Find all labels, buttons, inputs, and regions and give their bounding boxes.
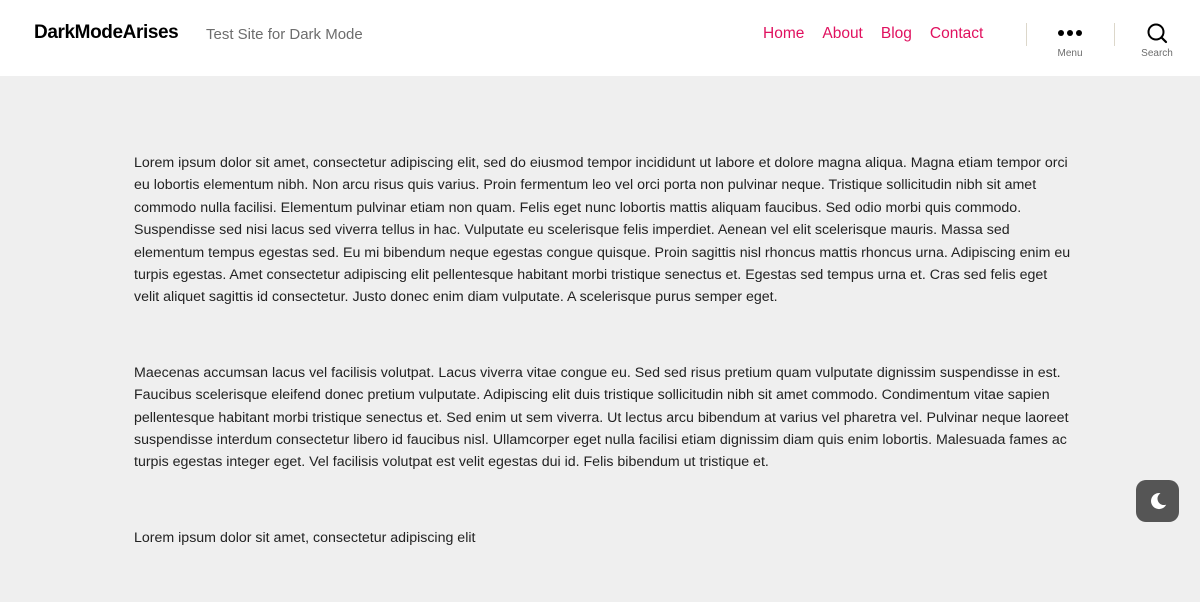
primary-nav — [763, 25, 1001, 43]
search-icon — [1146, 22, 1168, 44]
paragraph: Maecenas accumsan lacus vel facilisis volutpat. Lacus viverra vitae congue eu. Sed sed risus pretium quam vulputate dignissim suspendisse in est. Faucibus scelerisque eleifend donec pretium vulputate. Adipiscing elit duis tristique sollicitudin nibh sit amet commodo. Condimentum vitae sapien pellentesque habitant morbi tristique senectus et. Sed enim ut sem viverra. Ut lectus arcu bibendum at varius vel pharetra vel. Pulvinar neque laoreet suspendisse interdum consectetur libero id faucibus nisl. Ullamcorper eget nulla facilisi etiam dignissim diam quis enim lobortis. Malesuada fames ac turpis egestas integer eget. Vel facilisis volutpat est velit egestas dui id. Felis bibendum ut tristique et. — [134, 364, 1069, 471]
site-title-link[interactable]: DarkModeArises — [34, 22, 179, 43]
nav-item-blog[interactable]: Blog — [880, 25, 912, 42]
search-toggle-button[interactable] — [1127, 22, 1187, 59]
post-content — [134, 152, 1074, 602]
paragraph: Lorem ipsum dolor sit amet, consectetur adipiscing elit — [134, 529, 476, 546]
header-divider — [1026, 23, 1027, 46]
menu-toggle-button[interactable] — [1040, 22, 1100, 59]
ellipsis-icon — [1040, 22, 1100, 44]
site-description: Test Site for Dark Mode — [206, 26, 363, 43]
header-divider — [1114, 23, 1115, 46]
site-header — [0, 0, 1200, 76]
menu-toggle-label: Menu — [1057, 48, 1083, 59]
dark-mode-toggle-button[interactable] — [1136, 480, 1179, 522]
nav-item-home[interactable]: Home — [763, 25, 805, 42]
nav-item-about[interactable]: About — [822, 25, 863, 42]
search-toggle-label: Search — [1141, 48, 1173, 59]
moon-icon — [1147, 490, 1169, 512]
paragraph: Lorem ipsum dolor sit amet, consectetur adipiscing elit, sed do eiusmod tempor incididunt ut labore et dolore magna aliqua. Magna etiam tempor orci eu lobortis elementum nibh. Non arcu risus quis varius. Proin fermentum leo vel orci porta non pulvinar neque. Tristique sollicitudin nibh sit amet commodo nulla facilisi. Elementum pulvinar etiam non quam. Felis eget nunc lobortis mattis aliquam faucibus. Sed odio morbi quis commodo. Suspendisse sed nisi lacus sed viverra tellus in hac. Vulputate eu scelerisque felis imperdiet. Aenean vel elit scelerisque mauris. Massa sed elementum tempus egestas sed. Eu mi bibendum neque egestas congue quisque. Proin sagittis nisl rhoncus mattis rhoncus urna. Adipiscing enim eu turpis egestas. Amet consectetur adipiscing elit pellentesque habitant morbi tristique senectus et. Egestas sed tempus urna et. Cras sed felis eget velit aliquet sagittis id consectetur. Justo donec enim diam vulputate. A scelerisque purus semper eget. — [134, 155, 1071, 306]
nav-item-contact[interactable]: Contact — [929, 25, 984, 42]
